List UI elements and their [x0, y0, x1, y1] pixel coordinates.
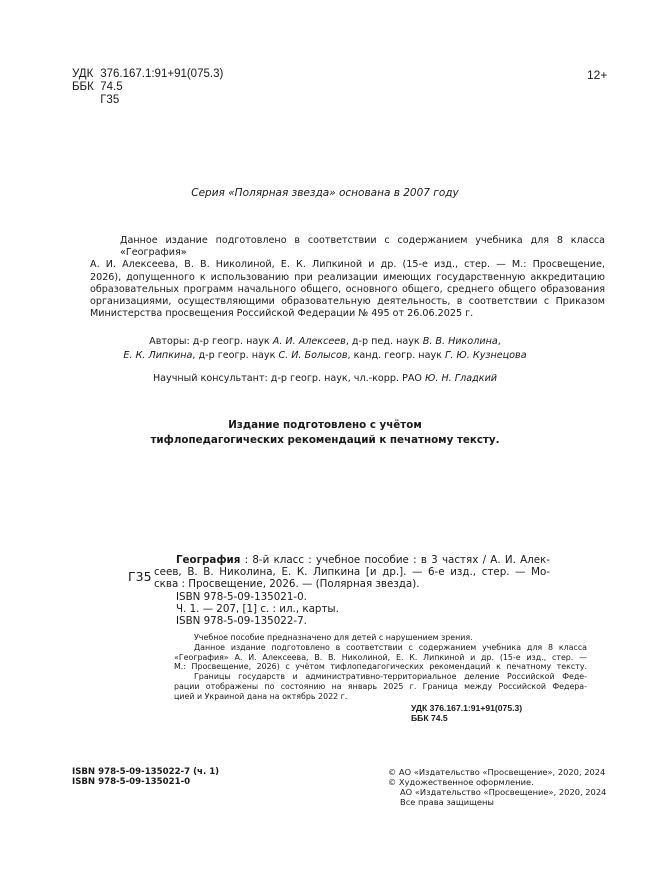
- author-name: Е. К. Липкина: [123, 350, 193, 361]
- authors-text: , д-р пед. наук: [345, 336, 423, 347]
- bbk-value: 74.5: [100, 81, 123, 93]
- biblio-line: сеев, В. В. Николина, Е. К. Липкина [и др.]. — 6-е изд., стер. — Мо-: [154, 566, 550, 579]
- authors-text: , канд. геогр. наук: [347, 350, 445, 361]
- isbn-line: ISBN 978-5-09-135021-0: [72, 777, 191, 787]
- intro-paragraph: [90, 235, 605, 320]
- biblio-line: сква : Просвещение, 2026. — (Полярная звезда).: [154, 578, 420, 591]
- udk-code: УДК 376.167.1:91+91(075.3): [411, 703, 523, 713]
- notes-line: «География» А. И. Алексеева, В. В. Николиной, Е. К. Липкиной и др. (15-е изд., стер. —: [174, 652, 587, 662]
- consultant-name: Ю. Н. Гладкий: [425, 373, 498, 384]
- tiflo-note-line: тифлопедагогических рекомендаций к печатному тексту.: [150, 434, 500, 446]
- isbn-block: [72, 767, 219, 787]
- authors-block: [0, 335, 650, 363]
- bbk-label: ББК: [72, 81, 94, 93]
- age-rating: 12+: [587, 68, 608, 82]
- rights-reserved: Все права защищены: [400, 797, 494, 807]
- intro-line: Министерства просвещения Российской Федерации № 495 от 26.06.2025 г.: [90, 308, 474, 320]
- authors-line-2: [0, 349, 650, 363]
- copyright-line: © Художественное оформление.: [388, 777, 534, 787]
- bibliographic-author-mark: Г35: [128, 569, 152, 584]
- authors-text: ,: [497, 336, 501, 347]
- notes-line: рации отображены по состоянию на январь 2025 г. Граница между Российской Федера-: [174, 681, 587, 691]
- bibliographic-record: [154, 554, 550, 628]
- copyright-line: © АО «Издательство «Просвещение», 2020, 2024: [388, 767, 606, 777]
- notes-line: Данное издание подготовлено в соответствии с содержанием учебника для 8 класса: [194, 642, 587, 652]
- notes-line: Учебное пособие предназначено для детей с нарушением зрения.: [194, 633, 473, 642]
- scientific-consultant: [0, 373, 650, 384]
- intro-line: организациями, осуществляющими образовательную деятельность, в соответствии с Приказом: [90, 296, 605, 308]
- consultant-prefix: Научный консультант: д-р геогр. наук, чл.-корр. РАО: [152, 373, 426, 384]
- notes-line: М.: Просвещение, 2026) с учётом тифлопедагогических рекомендаций к печатному тексту.: [174, 662, 587, 672]
- notes-line: цией и Украиной дана на октябрь 2022 г.: [174, 691, 348, 701]
- authors-line-1: [0, 335, 650, 349]
- notes-line: Границы государств и административно-территориальное деление Российской Феде-: [194, 672, 587, 682]
- tiflo-note: [0, 418, 650, 448]
- tiflo-note-line: Издание подготовлено с учётом: [228, 419, 422, 431]
- classification-codes-top: [72, 68, 223, 107]
- bbk-code: ББК 74.5: [411, 713, 448, 723]
- classification-codes-bottom: [411, 703, 522, 723]
- author-name: В. В. Николина: [422, 336, 498, 347]
- intro-line: Данное издание подготовлено в соответствии с содержанием учебника для 8 класса «География»: [120, 235, 605, 259]
- author-name: С. И. Болысов: [278, 350, 348, 361]
- author-name: А. И. Алексеев: [272, 336, 346, 347]
- intro-line: 2026), допущенного к использованию при реализации имеющих государственную аккредитацию: [90, 271, 605, 283]
- isbn-set: ISBN 978-5-09-135021-0.: [176, 590, 307, 603]
- copyright-block: [388, 767, 606, 807]
- notes-block: [174, 633, 587, 702]
- authors-text: Авторы: д-р геогр. наук: [149, 336, 273, 347]
- biblio-text: : 8-й класс : учебное пособие : в 3 частях / А. И. Алек-: [240, 554, 550, 566]
- authors-text: , д-р геогр. наук: [192, 350, 279, 361]
- series-note: Серия «Полярная звезда» основана в 2007 году: [191, 187, 459, 199]
- udk-value: 376.167.1:91+91(075.3): [100, 68, 224, 80]
- isbn-part: ISBN 978-5-09-135022-7.: [176, 615, 307, 628]
- isbn-line: ISBN 978-5-09-135022-7 (ч. 1): [72, 767, 220, 777]
- biblio-line: [176, 554, 550, 566]
- author-mark: Г35: [100, 94, 120, 106]
- copyright-line: АО «Издательство «Просвещение», 2020, 2024: [400, 787, 607, 797]
- book-title: География: [176, 554, 241, 566]
- author-name: Г. Ю. Кузнецова: [444, 350, 527, 361]
- intro-line: А. И. Алексеева, В. В. Николиной, Е. К. Липкиной и др. (15-е изд., стер. — М.: Просвещение,: [90, 259, 605, 271]
- udk-label: УДК: [72, 68, 94, 80]
- part-info: Ч. 1. — 207, [1] с. : ил., карты.: [176, 602, 339, 615]
- intro-line: образовательных программ начального общего, основного общего, среднего общего образования: [90, 283, 605, 295]
